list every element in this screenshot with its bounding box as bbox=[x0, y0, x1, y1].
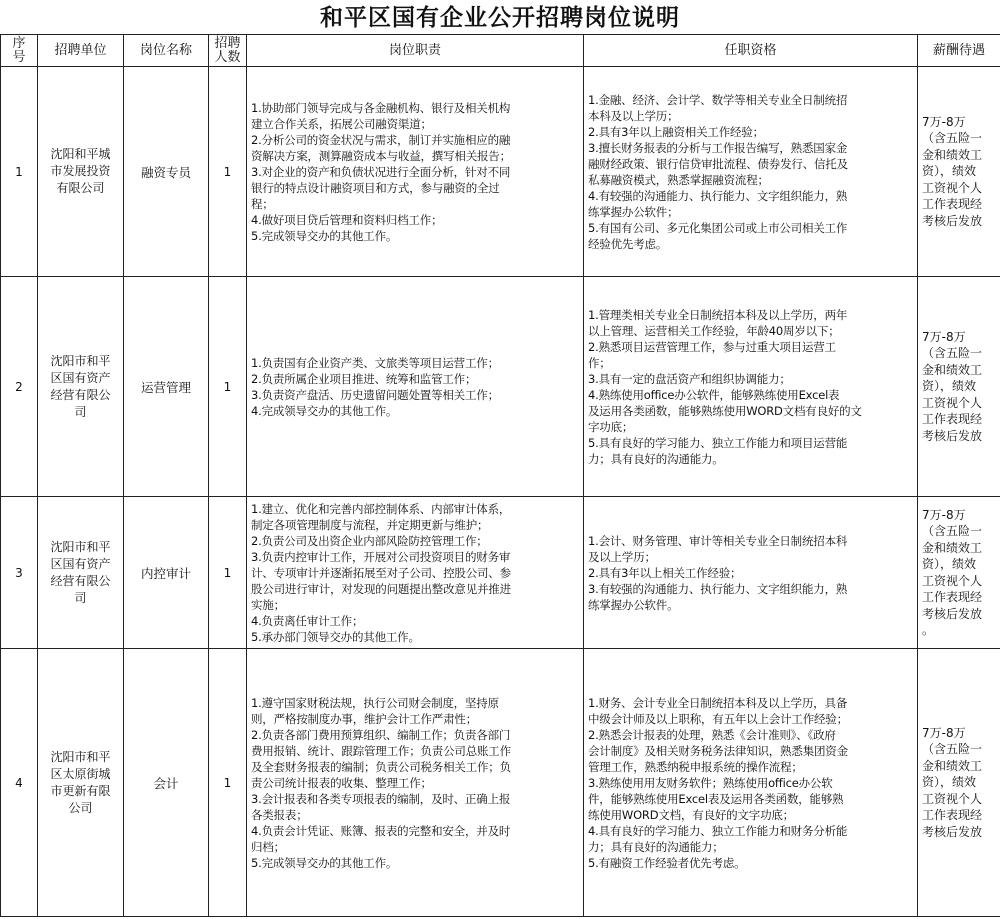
row-qualifications: 1.财务、会计专业全日制统招本科及以上学历，具备 中级会计师及以上职称，有五年以上会计工作经验； 2.熟悉会计报表的处理，熟悉《会计准则》、《政府 会计制度》及相关财务税务法律知识，熟悉集团资金 管理工作，熟悉纳税申报系统的操作流程； 3.熟练使用用友财务软件；熟练使用office办公软 件，能够熟练使用Excel表及运用各类函数，能够熟 练使用WORD文档，有良好的文字功底； 4.具有良好的学习能力、独立工作能力和财务分析能 力；具有良好的沟通能力； 5.有融资工作经验者优先考虑。 bbox=[584, 649, 918, 917]
row-seq: 2 bbox=[1, 277, 38, 497]
table-row bbox=[1, 497, 1000, 649]
positions-table bbox=[0, 34, 1000, 917]
row-qualifications: 1.会计、财务管理、审计等相关专业全日制统招本科 及以上学历； 2.具有3年以上相关工作经验； 3.有较强的沟通能力、执行能力、文字组织能力，熟 练掌握办公软件。 bbox=[584, 497, 918, 649]
header-count: 招聘 人数 bbox=[209, 35, 247, 67]
row-salary: 7万-8万 （含五险一 金和绩效工 资），绩效 工资视个人 工作表现经 考核后发放 bbox=[918, 277, 1000, 497]
page-title: 和平区国有企业公开招聘岗位说明 bbox=[320, 4, 680, 31]
row-unit: 沈阳和平城 市发展投资 有限公司 bbox=[38, 67, 124, 277]
header-duties: 岗位职责 bbox=[247, 35, 584, 67]
row-duties: 1.遵守国家财税法规，执行公司财会制度，坚持原 则，严格按制度办事，维护会计工作严肃性； 2.负责各部门费用预算组织、编制工作；负责各部门 费用报销、统计、跟踪管理工作；负责公司总账工作 及全套财务报表的编制；负责公司税务相关工作；负 责公司统计报表的收集、整理工作； 3.会计报表和各类专项报表的编制，及时、正确上报 各类报表； 4.负责会计凭证、账簿、报表的完整和安全，并及时 归档； 5.完成领导交办的其他工作。 bbox=[247, 649, 584, 917]
table-header-row bbox=[1, 35, 1000, 67]
row-unit: 沈阳市和平 区太原街城 市更新有限 公司 bbox=[38, 649, 124, 917]
row-seq: 3 bbox=[1, 497, 38, 649]
table-row bbox=[1, 277, 1000, 497]
header-position: 岗位名称 bbox=[124, 35, 209, 67]
table-row bbox=[1, 67, 1000, 277]
row-duties: 1.负责国有企业资产类、文旅类等项目运营工作； 2.负责所属企业项目推进、统筹和监管工作； 3.负责资产盘活、历史遗留问题处置等相关工作； 4.完成领导交办的其他工作。 bbox=[247, 277, 584, 497]
row-unit: 沈阳市和平 区国有资产 经营有限公 司 bbox=[38, 497, 124, 649]
row-count: 1 bbox=[209, 277, 247, 497]
row-position: 内控审计 bbox=[124, 497, 209, 649]
row-count: 1 bbox=[209, 67, 247, 277]
header-qualifications: 任职资格 bbox=[584, 35, 918, 67]
row-position: 会计 bbox=[124, 649, 209, 917]
row-salary: 7万-8万 （含五险一 金和绩效工 资），绩效 工资视个人 工作表现经 考核后发放 bbox=[918, 67, 1000, 277]
row-position: 融资专员 bbox=[124, 67, 209, 277]
row-salary: 7万-8万 （含五险一 金和绩效工 资），绩效 工资视个人 工作表现经 考核后发放 。 bbox=[918, 497, 1000, 649]
row-duties: 1.建立、优化和完善内部控制体系、内部审计体系， 制定各项管理制度与流程，并定期更新与维护； 2.负责公司及出资企业内部风险防控管理工作； 3.负责内控审计工作，开展对公司投资项目的财务审 计、专项审计并逐渐拓展至对子公司、控股公司、参 股公司进行审计，对发现的问题提出整改意见并推进 实施； 4.负责离任审计工作； 5.承办部门领导交办的其他工作。 bbox=[247, 497, 584, 649]
row-seq: 4 bbox=[1, 649, 38, 917]
row-qualifications: 1.金融、经济、会计学、数学等相关专业全日制统招 本科及以上学历； 2.具有3年以上融资相关工作经验； 3.擅长财务报表的分析与工作报告编写，熟悉国家金 融财经政策、银行信贷审批流程、债券发行、信托及 私募融资模式，熟悉掌握融资流程； 4.有较强的沟通能力、执行能力、文字组织能力，熟 练掌握办公软件； 5.有国有公司、多元化集团公司或上市公司相关工作 经验优先考虑。 bbox=[584, 67, 918, 277]
row-seq: 1 bbox=[1, 67, 38, 277]
header-salary: 薪酬待遇 bbox=[918, 35, 1000, 67]
row-unit: 沈阳市和平 区国有资产 经营有限公 司 bbox=[38, 277, 124, 497]
table-row bbox=[1, 649, 1000, 917]
header-unit: 招聘单位 bbox=[38, 35, 124, 67]
header-seq: 序 号 bbox=[1, 35, 38, 67]
row-qualifications: 1.管理类相关专业全日制统招本科及以上学历，两年 以上管理、运营相关工作经验，年龄40周岁以下； 2.熟悉项目运营管理工作，参与过重大项目运营工 作； 3.具有一定的盘活资产和组织协调能力； 4.熟练使用office办公软件，能够熟练使用Excel表 及运用各类函数，能够熟练使用WORD文档有良好的文 字功底； 5.具有良好的学习能力、独立工作能力和项目运营能 力；具有良好的沟通能力。 bbox=[584, 277, 918, 497]
row-count: 1 bbox=[209, 649, 247, 917]
row-position: 运营管理 bbox=[124, 277, 209, 497]
row-count: 1 bbox=[209, 497, 247, 649]
row-duties: 1.协助部门领导完成与各金融机构、银行及相关机构 建立合作关系，拓展公司融资渠道； 2.分析公司的资金状况与需求，制订并实施相应的融 资解决方案，测算融资成本与收益，撰写相关报告； 3.对企业的资产和负债状况进行全面分析，针对不同 银行的特点设计融资项目和方式，参与融资的全过 程； 4.做好项目贷后管理和资料归档工作； 5.完成领导交办的其他工作。 bbox=[247, 67, 584, 277]
row-salary: 7万-8万 （含五险一 金和绩效工 资），绩效 工资视个人 工作表现经 考核后发放 bbox=[918, 649, 1000, 917]
